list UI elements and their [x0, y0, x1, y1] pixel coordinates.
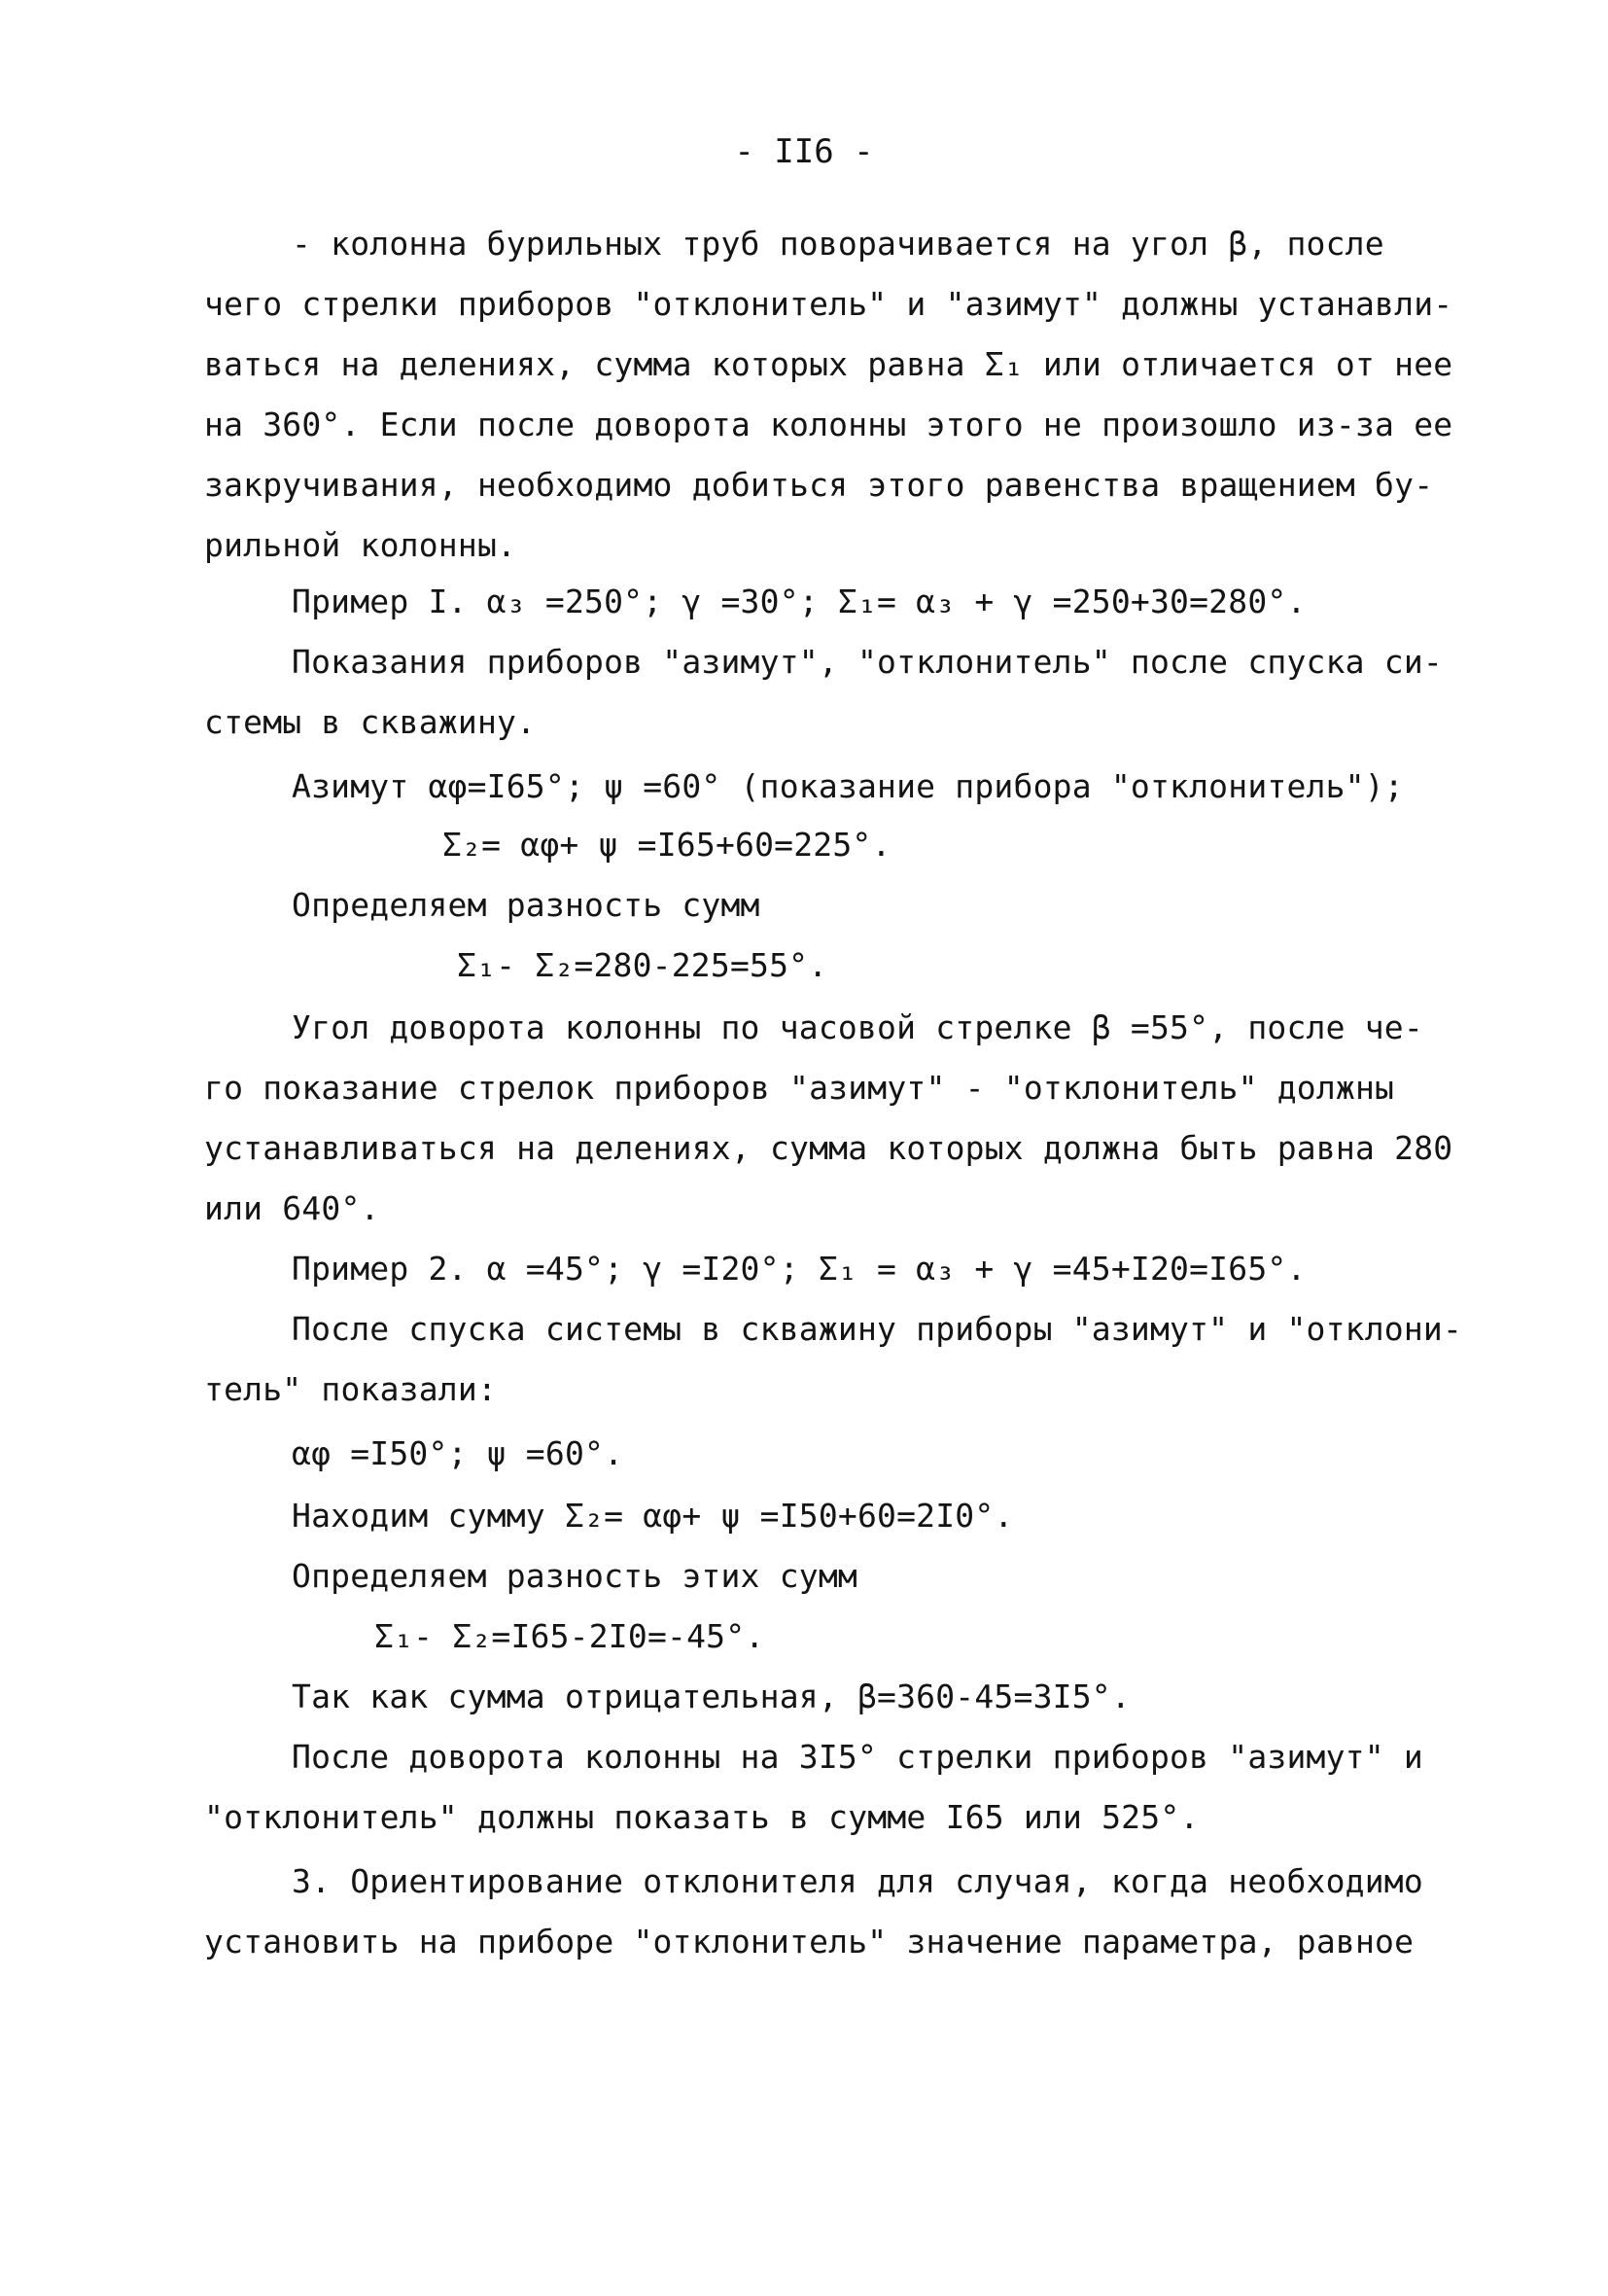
section-3-line: 3. Ориентирование отклонителя для случая, когда необходимо	[292, 1862, 1423, 1900]
text-line: стемы в скважину.	[204, 703, 537, 741]
text-line: тель" показали:	[204, 1370, 498, 1408]
formula-line: Азимут αφ=I65°; ψ =60° (показание прибора "отклонитель");	[292, 767, 1404, 805]
text-line: го показание стрелок приборов "азимут" - "отклонитель" должны	[204, 1069, 1395, 1107]
formula-line: Находим сумму Σ₂= αφ+ ψ =I50+60=2I0°.	[292, 1497, 1014, 1535]
text-line: "отклонитель" должны показать в сумме I65 или 525°.	[204, 1798, 1200, 1836]
text-line: После спуска системы в скважину приборы "азимут" и "отклони-	[292, 1310, 1463, 1348]
text-line: или 640°.	[204, 1189, 380, 1227]
formula-line: Σ₂= αφ+ ψ =I65+60=225°.	[442, 826, 891, 864]
text-line: закручивания, необходимо добиться этого равенства вращением бу-	[204, 466, 1434, 504]
text-line: Определяем разность этих сумм	[292, 1557, 857, 1595]
text-line: После доворота колонны на 3I5° стрелки приборов "азимут" и	[292, 1738, 1423, 1776]
text-line: установить на приборе "отклонитель" значение параметра, равное	[204, 1923, 1415, 1960]
example-2-line: Пример 2. α =45°; γ =I20°; Σ₁ = α₃ + γ =45+I20=I65°.	[292, 1250, 1307, 1288]
formula-line: Σ₁- Σ₂=280-225=55°.	[457, 946, 828, 984]
text-line: Определяем разность сумм	[292, 886, 760, 924]
text-line: устанавливаться на делениях, сумма которых должна быть равна 280	[204, 1129, 1453, 1167]
formula-line: αφ =I50°; ψ =60°.	[292, 1434, 624, 1472]
formula-line: Так как сумма отрицательная, β=360-45=3I5°.	[292, 1678, 1131, 1715]
formula-line: Σ₁- Σ₂=I65-2I0=-45°.	[374, 1617, 765, 1655]
text-line: - колонна бурильных труб поворачивается на угол β, после	[292, 225, 1384, 263]
text-line: ваться на делениях, сумма которых равна Σ₁ или отличается от нее	[204, 345, 1453, 383]
text-line: чего стрелки приборов "отклонитель" и "азимут" должны устанавли-	[204, 285, 1453, 323]
text-line: рильной колонны.	[204, 526, 517, 564]
text-line: Угол доворота колонны по часовой стрелке β =55°, после че-	[292, 1008, 1423, 1046]
example-1-line: Пример I. α₃ =250°; γ =30°; Σ₁= α₃ + γ =250+30=280°.	[292, 583, 1307, 620]
text-line: на 360°. Если после доворота колонны этого не произошло из-за ее	[204, 406, 1453, 443]
page-number: - II6 -	[734, 132, 874, 171]
text-line: Показания приборов "азимут", "отклонитель" после спуска си-	[292, 643, 1443, 681]
